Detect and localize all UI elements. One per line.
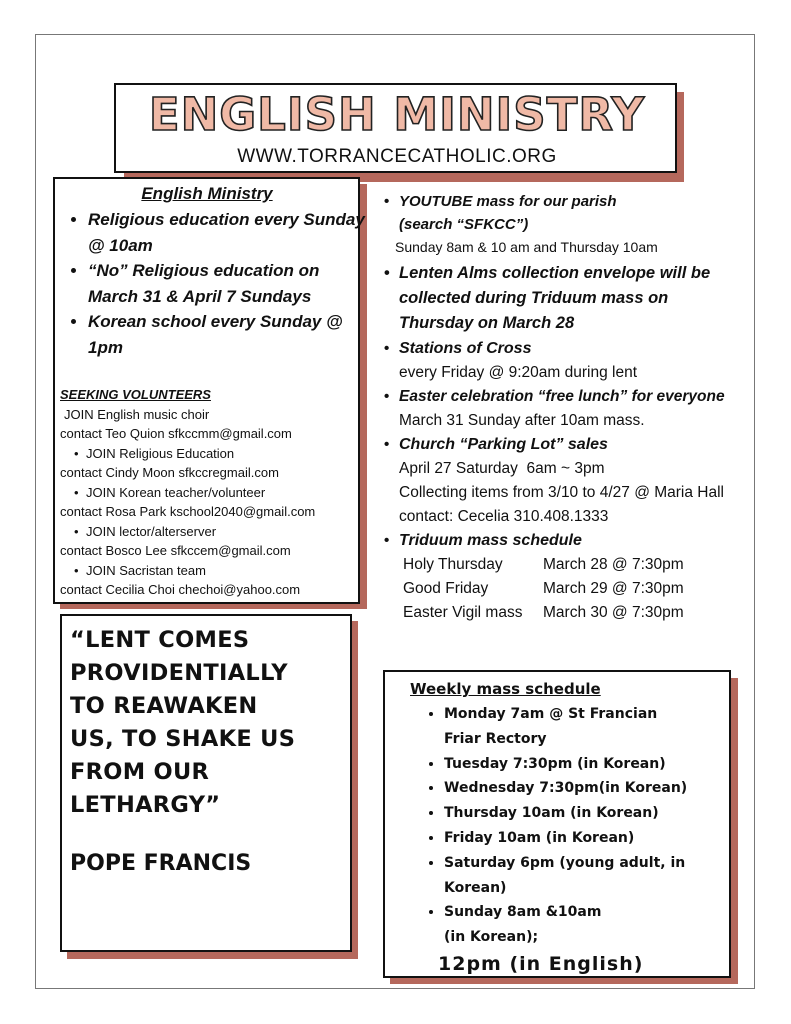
quote-line: LETHARGY”	[70, 792, 221, 818]
ministry-heading: English Ministry	[141, 184, 273, 203]
quote-text	[70, 624, 350, 822]
list-item: • Friday 10am (in Korean)	[444, 826, 744, 851]
announcement-youtube: • YOUTUBE mass for our parish (search “SFKCC”) Sunday 8am & 10 am and Thursday 10am	[384, 193, 658, 255]
list-item: • Monday 7am @ St Francian Friar Rectory	[444, 702, 684, 752]
quote-line: FROM OUR	[70, 759, 210, 785]
volunteer-contact: contact Bosco Lee sfkccem@gmail.com	[60, 543, 291, 558]
volunteer-contact: contact Rosa Park kschool2040@gmail.com	[60, 504, 316, 519]
triduum-row: Holy Thursday March 28 @ 7:30pm	[403, 556, 684, 573]
volunteers-heading: SEEKING VOLUNTEERS	[60, 387, 211, 402]
list-item: • Wednesday 7:30pm(in Korean)	[444, 776, 744, 801]
quote-line: PROVIDENTIALLY	[70, 660, 288, 686]
list-item: • “No” Religious education on March 31 & April 7 Sundays	[88, 258, 370, 309]
triduum-row: Good Friday March 29 @ 7:30pm	[403, 580, 684, 597]
page-title: ENGLISH MINISTRY	[148, 88, 646, 141]
announcements	[383, 190, 755, 625]
weekly-heading: Weekly mass schedule	[410, 680, 601, 698]
quote-line: US, TO SHAKE US	[70, 726, 296, 752]
list-item: • Korean school every Sunday @ 1pm	[88, 309, 370, 360]
weekly-english-mass: 12pm (in English)	[438, 953, 644, 975]
announcement-parking: • Church “Parking Lot” sales April 27 Saturday 6am ~ 3pm Collecting items from 3/10 to 4/27 @ Maria Hall contact: Cecelia 310.408.1333	[384, 436, 725, 525]
announcement-stations: • Stations of Cross every Friday @ 9:20am during lent	[384, 340, 638, 381]
list-item: • Religious education every Sunday @ 10am	[88, 207, 370, 258]
list-item: • Tuesday 7:30pm (in Korean)	[444, 752, 744, 777]
weekly-list	[426, 702, 744, 950]
website-url: WWW.TORRANCECATHOLIC.ORG	[237, 146, 557, 167]
volunteer-line: • JOIN Religious Education	[60, 444, 355, 464]
volunteer-line: JOIN English music choir	[64, 406, 210, 422]
list-item: • Sunday 8am &10am (in Korean);	[444, 900, 624, 950]
ministry-list	[70, 207, 370, 360]
announcement-easter: • Easter celebration “free lunch” for everyone March 31 Sunday after 10am mass.	[384, 388, 725, 429]
volunteers-section	[60, 385, 355, 600]
triduum-row: Easter Vigil mass March 30 @ 7:30pm	[403, 604, 684, 621]
volunteer-contact: contact Teo Quion sfkccmm@gmail.com	[60, 426, 292, 441]
announcement-triduum: • Triduum mass schedule Holy Thursday March 28 @ 7:30pm Good Friday March 29 @ 7:30pm Easter Vigil mass March 30 @ 7:30pm	[383, 529, 755, 625]
volunteer-contact: contact Cindy Moon sfkccregmail.com	[60, 465, 279, 480]
volunteer-line: • JOIN Korean teacher/volunteer	[60, 483, 355, 503]
quote-line: “LENT COMES	[70, 627, 250, 653]
quote-author: POPE FRANCIS	[70, 851, 252, 876]
list-item: • Saturday 6pm (young adult, in Korean)	[444, 851, 694, 901]
quote-line: TO REAWAKEN	[70, 693, 258, 719]
list-item: • Thursday 10am (in Korean)	[444, 801, 744, 826]
volunteer-line: • JOIN Sacristan team	[60, 561, 355, 581]
volunteer-contact: contact Cecilia Choi chechoi@yahoo.com	[60, 582, 301, 597]
volunteer-line: • JOIN lector/alterserver	[60, 522, 355, 542]
announcement-lenten: • Lenten Alms collection envelope will be collected during Triduum mass on Thursday on March 28	[384, 264, 711, 332]
